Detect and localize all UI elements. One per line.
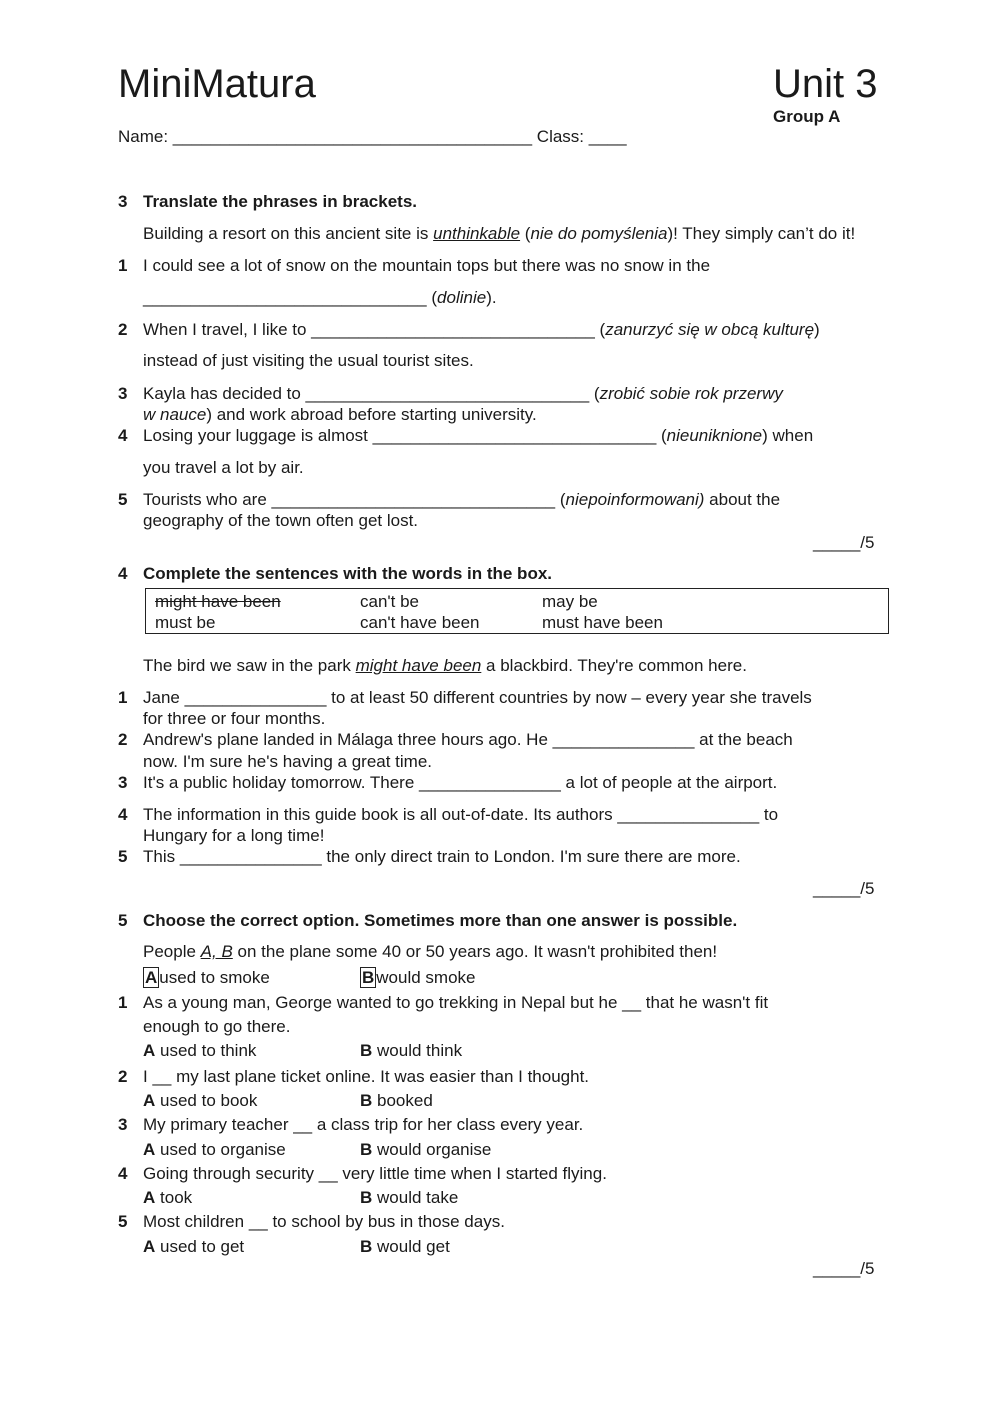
ex3-text: about the [704, 490, 781, 509]
option-letter: A [143, 1140, 156, 1159]
ex5-example-option-b [360, 968, 476, 988]
ex3-text: ) [814, 320, 820, 339]
ex3-item-line[interactable] [143, 384, 783, 404]
ex5-item-number: 3 [118, 1115, 128, 1134]
option-text: used to smoke [159, 968, 270, 987]
ex3-hint: zanurzyć się w obcą kulturę [605, 320, 815, 339]
ex3-text[interactable]: Tourists who are ______________________________ ( [143, 490, 566, 509]
ex4-item-number: 4 [118, 805, 128, 824]
word-box-item: may be [542, 592, 598, 611]
option-text: would think [377, 1041, 463, 1060]
ex5-item-line: Most children __ to school by bus in those days. [143, 1212, 505, 1231]
ex3-text: ) and work abroad before starting university. [206, 405, 537, 424]
ex3-instruction: Translate the phrases in brackets. [143, 192, 418, 211]
ex4-item-line: now. I'm sure he's having a great time. [143, 752, 433, 771]
ex4-item-line: Hungary for a long time! [143, 826, 325, 845]
ex3-number: 3 [118, 192, 128, 211]
ex4-text: a blackbird. They're common here. [481, 656, 747, 675]
option-text: would organise [377, 1140, 492, 1159]
option-text: took [160, 1188, 193, 1207]
ex5-example [143, 942, 717, 962]
option-text: used to think [160, 1041, 257, 1060]
option-b[interactable] [360, 1237, 450, 1257]
ex4-item-number: 3 [118, 773, 128, 792]
ex3-item-number: 2 [118, 320, 128, 339]
word-box-item: might have been [155, 592, 281, 611]
ex3-item-line [143, 405, 537, 425]
option-letter: A [143, 1188, 156, 1207]
word-box-item: can't be [360, 592, 420, 611]
word-box-item: must have been [542, 613, 663, 632]
option-letter: A [143, 1091, 156, 1110]
ex5-instruction: Choose the correct option. Sometimes more than one answer is possible. [143, 911, 738, 930]
option-text: would take [377, 1188, 459, 1207]
ex3-example-mid: ( [520, 224, 531, 243]
group-label: Group A [773, 107, 841, 126]
option-b[interactable] [360, 1091, 433, 1111]
answer-blank[interactable]: ______________________________ ( [143, 288, 438, 307]
ex3-text[interactable]: Losing your luggage is almost ______________________________ ( [143, 426, 667, 445]
option-a[interactable] [143, 1041, 256, 1061]
ex3-item-line: instead of just visiting the usual tourist sites. [143, 351, 474, 370]
ex3-example-hint: nie do pomyślenia [530, 224, 668, 243]
ex5-item-line: I __ my last plane ticket online. It was easier than I thought. [143, 1067, 590, 1086]
ex4-number: 4 [118, 564, 128, 583]
ex3-text: ) when [762, 426, 814, 445]
ex3-item-line [143, 288, 497, 308]
unit-label: Unit 3 [773, 62, 878, 106]
ex3-hint: zrobić sobie rok przerwy [599, 384, 783, 403]
ex3-item-line: geography of the town often get lost. [143, 511, 419, 530]
ex4-item-number: 1 [118, 688, 128, 707]
ex5-item-line: As a young man, George wanted to go trekking in Nepal but he __ that he wasn't fit [143, 993, 769, 1012]
ex3-example-after: )! They simply can’t do it! [667, 224, 856, 243]
ex4-item-line[interactable]: Jane _______________ to at least 50 different countries by now – every year she travels [143, 688, 812, 707]
ex4-item-line[interactable]: Andrew's plane landed in Málaga three hours ago. He _______________ at the beach [143, 730, 793, 749]
ex4-item-line: for three or four months. [143, 709, 326, 728]
option-a[interactable] [143, 1140, 286, 1160]
option-a[interactable] [143, 1188, 192, 1208]
option-b[interactable] [360, 1188, 458, 1208]
ex5-item-line: Going through security __ very little time when I started flying. [143, 1164, 607, 1183]
ex3-item-number: 4 [118, 426, 128, 445]
word-box-item: must be [155, 613, 216, 632]
ex3-item-line: you travel a lot by air. [143, 458, 304, 477]
ex3-item-number: 3 [118, 384, 128, 403]
ex5-item-number: 4 [118, 1164, 128, 1183]
option-text: booked [377, 1091, 433, 1110]
ex5-example-answer: A, B [200, 942, 233, 961]
ex5-item-number: 5 [118, 1212, 128, 1231]
ex5-example-option-a [143, 968, 270, 988]
ex3-hint: dolinie [437, 288, 487, 307]
option-letter: B [360, 1188, 373, 1207]
ex5-number: 5 [118, 911, 128, 930]
ex3-item-line: I could see a lot of snow on the mountain tops but there was no snow in the [143, 256, 711, 275]
ex3-hint: nieuniknione [666, 426, 763, 445]
option-letter: B [360, 1140, 373, 1159]
option-letter: B [360, 1237, 373, 1256]
ex5-score[interactable]: _____/5 [813, 1259, 875, 1278]
ex3-hint: w nauce [143, 405, 207, 424]
word-box-item: can't have been [360, 613, 480, 632]
option-text: used to book [160, 1091, 258, 1110]
ex5-item-number: 2 [118, 1067, 128, 1086]
ex3-example-answer: unthinkable [433, 224, 521, 243]
ex4-item-number: 5 [118, 847, 128, 866]
ex4-score[interactable]: _____/5 [813, 879, 875, 898]
ex3-text: ). [486, 288, 497, 307]
ex3-item-number: 1 [118, 256, 128, 275]
ex3-score[interactable]: _____/5 [813, 533, 875, 552]
ex3-item-line[interactable] [143, 426, 813, 446]
option-b[interactable] [360, 1041, 462, 1061]
option-a[interactable] [143, 1091, 257, 1111]
option-text: would smoke [376, 968, 476, 987]
ex5-item-line: My primary teacher __ a class trip for her class every year. [143, 1115, 584, 1134]
ex4-example-answer: might have been [355, 656, 482, 675]
option-b[interactable] [360, 1140, 491, 1160]
ex3-hint: niepoinformowani) [565, 490, 705, 509]
ex3-text[interactable]: When I travel, I like to ______________________________ ( [143, 320, 606, 339]
option-letter: B [360, 1041, 373, 1060]
ex3-item-line[interactable] [143, 490, 780, 510]
option-text: used to get [160, 1237, 245, 1256]
option-letter: A [143, 1237, 156, 1256]
ex3-item-line[interactable] [143, 320, 820, 340]
ex3-text[interactable]: Kayla has decided to ______________________________ ( [143, 384, 600, 403]
option-text: used to organise [160, 1140, 286, 1159]
ex3-example-before: Building a resort on this ancient site is [143, 224, 434, 243]
ex4-item-line[interactable]: The information in this guide book is all out-of-date. Its authors _______________ to [143, 805, 779, 824]
ex5-item-number: 1 [118, 993, 128, 1012]
option-letter: A [143, 1041, 156, 1060]
ex4-item-number: 2 [118, 730, 128, 749]
ex3-item-number: 5 [118, 490, 128, 509]
option-letter-b: B [362, 968, 375, 987]
ex4-item-line[interactable]: This _______________ the only direct train to London. I'm sure there are more. [143, 847, 741, 866]
option-text: would get [377, 1237, 450, 1256]
worksheet-title: MiniMatura [118, 62, 316, 106]
word-box [145, 588, 889, 634]
ex3-example [143, 224, 855, 244]
option-a[interactable] [143, 1237, 244, 1257]
name-class-line: Name: ______________________________________ Class: ____ [118, 127, 627, 146]
ex5-text: on the plane some 40 or 50 years ago. It wasn't prohibited then! [232, 942, 718, 961]
ex4-item-line[interactable]: It's a public holiday tomorrow. There _______________ a lot of people at the airport. [143, 773, 778, 792]
option-letter: B [360, 1091, 373, 1110]
ex4-example [143, 656, 747, 676]
ex5-item-line: enough to go there. [143, 1017, 291, 1036]
ex4-instruction: Complete the sentences with the words in the box. [143, 564, 553, 583]
ex4-text: The bird we saw in the park [143, 656, 356, 675]
ex5-text: People [143, 942, 201, 961]
option-letter-a: A [145, 968, 158, 987]
